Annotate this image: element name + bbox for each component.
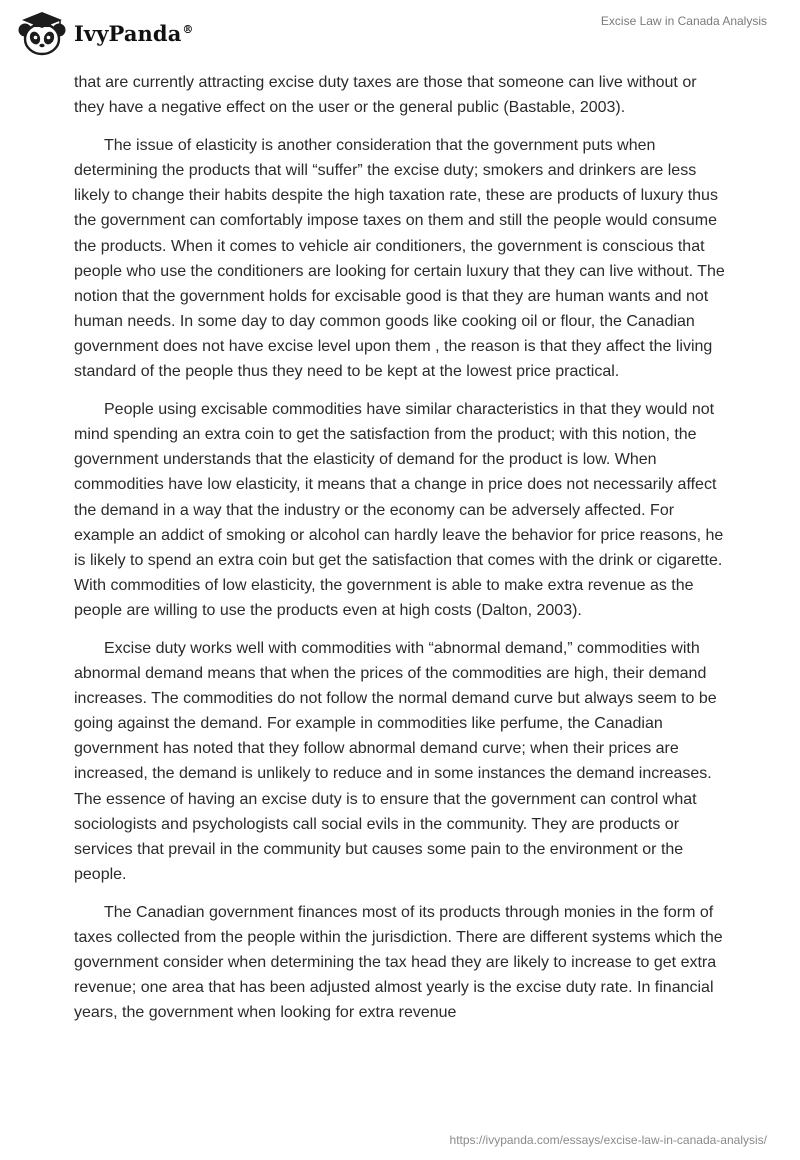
paragraph-government-finances: The Canadian government finances most of its products through monies in the form of taxes collected from the people within the jurisdiction. There are different systems which the government consider when determining the tax head they are likely to increase to get extra revenue; one area that has been adjusted almost yearly is the excise duty rate. In financial years, the government when looking for extra revenue — [74, 903, 723, 1022]
essay-body — [74, 70, 728, 1038]
brand-logo[interactable] — [16, 10, 194, 56]
paragraph-elasticity: The issue of elasticity is another consideration that the government puts when determining the products that will “suffer” the excise duty; smokers and drinkers are less likely to change their habits despite the high taxation rate, these are products of luxury thus the government can comfortably impose taxes on them and still the people would consume the products. When it comes to vehicle air conditioners, the government is conscious that people who use the conditioners are looking for certain luxury that they can live without. The notion that the government holds for excisable good is that they are human wants and not human needs. In some day to day common goods like cooking oil or flour, the Canadian government does not have excise level upon them , the reason is that they affect the living standard of the people thus they need to be kept at the lowest price practical. — [74, 137, 725, 381]
source-url[interactable]: https://ivypanda.com/essays/excise-law-in-canada-analysis/ — [449, 1133, 767, 1147]
brand-name: IvyPanda® — [74, 20, 194, 46]
paragraph-excisable-commodities: People using excisable commodities have similar characteristics in that they would not mind spending an extra coin to get the satisfaction from the product; with this notion, the government understands that the elasticity of demand for the product is low. When commodities have low elasticity, it means that a change in price does not necessarily affect the demand in a way that the industry or the economy can be adversely affected. For example an addict of smoking or alcohol can hardly leave the behavior for price reasons, he is likely to spend an extra coin but get the satisfaction that comes with the drink or cigarette. With commodities of low elasticity, the government is able to make extra revenue as the people are willing to use the products even at high costs (Dalton, 2003). — [74, 401, 724, 619]
document-title: Excise Law in Canada Analysis — [600, 14, 767, 28]
paragraph-abnormal-demand: Excise duty works well with commodities with “abnormal demand,” commodities with abnormal demand means that when the prices of the commodities are high, their demand increases. The commodities do not follow the normal demand curve but always seem to be going against the demand. For example in commodities like perfume, the Canadian government has noted that they follow abnormal demand curve; when their prices are increased, the demand is unlikely to reduce and in some instances the demand increases. The essence of having an excise duty is to ensure that the government can control what sociologists and psychologists call social evils in the community. They are products or services that prevail in the community but causes some pain to the environment or the people. — [74, 639, 717, 883]
panda-graduate-icon — [16, 10, 68, 56]
registered-mark: ® — [182, 22, 194, 36]
paragraph-continuation: that are currently attracting excise duty taxes are those that someone can live without or they have a negative effect on the user or the general public (Bastable, 2003). — [74, 74, 697, 117]
page-header — [0, 0, 800, 66]
